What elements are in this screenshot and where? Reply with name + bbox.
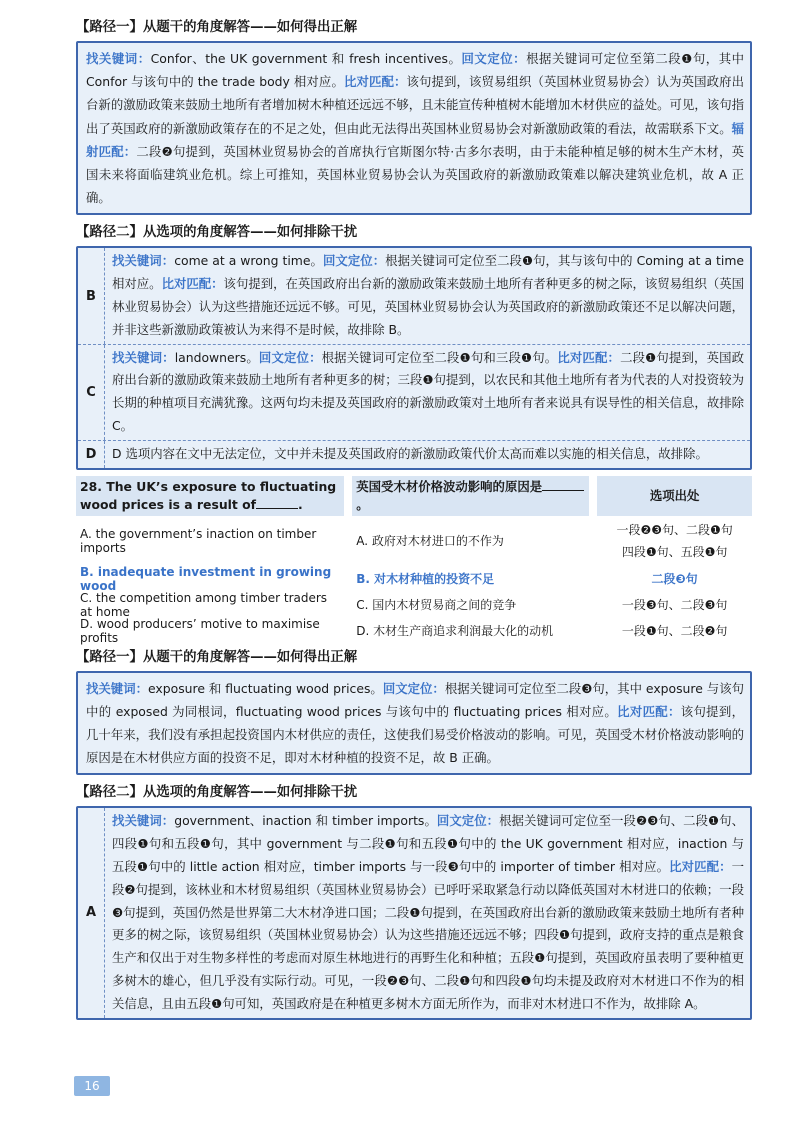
radiate-label: 辐射匹配： [86, 120, 744, 159]
stem-cn-text: 英国受木材价格波动影响的原因是 [356, 478, 543, 494]
keyword-label: 找关键词： [86, 680, 149, 696]
match-label: 比对匹配： [557, 349, 621, 365]
option-body: D 选项内容在文中无法定位，文中并未提及英国政府的新激励政策代价太高而难以实施的相关信息，故排除。 [112, 445, 708, 461]
match-text: 该句提到，在英国政府出台新的激励政策来鼓励土地所有者种更多的树之际，该贸易组织（英国林业贸易协会）认为这些措施还远远不够。可见，英国林业贸易协会认为英国政府的新激励政策还不足以解决问题，并非这些新激励政策被认为来得不是时候，故排除 B。 [112, 276, 745, 337]
locate-text: 根据关键词可定位至二段❸句，其中 exposure 与该句中的 exposed 为同根词，fluctuating wood prices 与该句中的 fluctuating prices 相对应。 [86, 680, 744, 719]
option-row-c [76, 592, 752, 618]
analysis-box-path1 [76, 41, 752, 215]
keyword-text: landowners。 [174, 349, 259, 365]
options-table [76, 246, 752, 469]
locate-label: 回文定位： [258, 349, 322, 365]
question-28-table [76, 476, 752, 644]
option-en: A. the government’s inaction on timber imports [80, 526, 317, 555]
locate-text: 根据关键词可定位至二段❶句，其与该句中的 Coming at a time 相对应。 [112, 253, 745, 292]
section-heading-path1: 【路径一】从题干的角度解答——如何得出正解 [76, 20, 358, 35]
keyword-label: 找关键词： [112, 813, 175, 829]
option-source: 一段❸句、二段❸句 [621, 597, 728, 612]
match-text: 该句提到，几十年来，我们没有承担起投资国内木材供应的责任，这使我们易受价格波动的影响。可见，英国受木材价格波动影响的原因是在木材供应方面的投资不足，即对木材种植的投资不足，故 B 正确。 [86, 703, 745, 766]
option-cn: D. 木材生产商追求利润最大化的动机 [356, 624, 554, 639]
question-stem-cn [352, 476, 589, 516]
keyword-text: come at a wrong time。 [174, 253, 323, 269]
locate-label: 回文定位： [436, 813, 500, 829]
match-label: 比对匹配： [343, 74, 407, 90]
locate-text: 根据关键词可定位至第二段❶句，其中 Confor 与该句中的 the trade body 相对应。 [86, 51, 745, 90]
option-body [105, 345, 750, 440]
option-en: B. inadequate investment in growing wood [80, 564, 332, 593]
question-stem-row [76, 476, 752, 516]
question-stem-en [76, 476, 344, 516]
answer-blank [542, 478, 584, 491]
option-cn: C. 国内木材贸易商之间的竞争 [356, 598, 517, 613]
option-row-b [78, 248, 750, 344]
locate-label: 回文定位： [322, 253, 386, 269]
option-cn: B. 对木材种植的投资不足 [356, 572, 495, 587]
option-source: 二段❸句 [651, 571, 698, 586]
option-source: 一段❶句、二段❷句 [621, 623, 728, 638]
option-letter: B [78, 248, 105, 343]
section-heading-path2: 【路径二】从选项的角度解答——如何排除干扰 [76, 225, 358, 241]
source-line: 一段❷❸句、二段❶句 [616, 522, 733, 537]
keyword-text: exposure 和 fluctuating wood prices。 [148, 680, 383, 696]
match-label: 比对匹配： [669, 859, 732, 874]
keyword-text: government、inaction 和 timber imports。 [174, 813, 437, 829]
source-column-header: 选项出处 [597, 476, 752, 516]
option-letter: D [78, 441, 105, 468]
section-heading-path2-q28: 【路径二】从选项的角度解答——如何排除干扰 [76, 785, 358, 801]
keyword-label: 找关键词： [86, 51, 151, 66]
section-heading-path1-q28: 【路径一】从题干的角度解答——如何得出正解 [76, 649, 358, 665]
option-letter: C [78, 345, 105, 440]
radiate-text: 二段❷句提到，英国林业贸易协会的首席执行官斯图尔特·古多尔表明，由于未能种植足够的树木生产木材，英国未来将面临建筑业危机。综上可推知，英国林业贸易协会认为英国政府的新激励政策难以解决建筑业危机，故 A 正确。 [86, 143, 745, 206]
stem-cn-end: 。 [356, 496, 369, 512]
keyword-label: 找关键词： [112, 349, 175, 365]
locate-label: 回文定位： [461, 51, 527, 66]
page-content [76, 18, 752, 1020]
option-row-d [76, 618, 752, 644]
match-text: 二段❶句提到，英国政府出台新的激励政策来鼓励土地所有者种更多的树；三段❶句提到，以农民和其他土地所有者为代表的人对投资较为长期的种植项目充满犹豫。这两句均未提及英国政府的新激励政策对土地所有者来说具有误导性的相关信息，故排除 C。 [112, 349, 745, 433]
option-row-b [76, 566, 752, 592]
stem-en-text: 28. The UK’s exposure to fluctuating wood prices is a result of [80, 478, 337, 512]
analysis-box-q28-path1 [76, 671, 752, 776]
locate-text: 根据关键词可定位至一段❷❸句、二段❶句、四段❶句和五段❶句，其中 government 与二段❶句和五段❶句中的 the UK government 相对应，inaction 与五段❶句中的 little action 相对应，timber imports 与一段❸句中的 importer of timber 相对应。 [112, 813, 745, 874]
option-row-a [76, 516, 752, 566]
option-row-c [78, 345, 750, 441]
option-row-d [78, 441, 750, 468]
locate-label: 回文定位： [382, 680, 445, 696]
match-label: 比对匹配： [161, 276, 224, 292]
keyword-text: Confor、the UK government 和 fresh incentives。 [150, 51, 462, 66]
match-label: 比对匹配： [617, 703, 681, 719]
locate-text: 根据关键词可定位至二段❶句和三段❶句。 [321, 349, 558, 365]
answer-blank [256, 496, 298, 509]
option-letter: A [78, 808, 105, 1017]
match-text: 一段❷句提到，该林业和木材贸易组织（英国林业贸易协会）已呼吁采取紧急行动以降低英国对木材进口的依赖；一段❸句提到，英国仍然是世界第二大木材净进口国；二段❶句提到，在英国政府出台新的激励政策来鼓励土地所有者种更多的树之际，该贸易组织（英国林业贸易协会）认为这些措施还远远不够；四段❶句提到，政府支持的重点是粮食生产和仅出于对生物多样性的考虑而对原生林地进行的再野生化和种植；五段❶句提到，英国政府虽表明了要种植更多树木的雄心，但几乎没有实际行动。可见，一段❷❸句、二段❶句和四段❶句均未提及政府对木材进口不作为的相关信息，且由五段❶句可知，英国政府是在种植更多树木方面无所作为，而非对木材进口不作为，故排除 A。 [112, 859, 744, 1011]
option-body [105, 248, 750, 343]
page-number: 16 [74, 1076, 110, 1096]
options-table-q28 [76, 806, 752, 1019]
option-cn: A. 政府对木材进口的不作为 [356, 534, 504, 549]
option-row-a [78, 808, 750, 1017]
match-text: 该句提到，该贸易组织（英国林业贸易协会）认为英国政府出台新的激励政策来鼓励土地所有者增加树木种植还远远不够，且未能宣传种植树木能增加木材供应的益处。可见，该句指出了英国政府的新激励政策存在的不足之处，但由此无法得出英国林业贸易协会对新激励政策的看法，故需联系下文。 [86, 74, 745, 136]
option-en: D. wood producers’ motive to maximise profits [80, 616, 320, 645]
option-body [105, 808, 750, 1017]
option-en: C. the competition among timber traders at home [80, 590, 328, 619]
keyword-label: 找关键词： [112, 253, 175, 269]
stem-en-end: . [298, 496, 303, 512]
source-line: 四段❶句、五段❶句 [621, 544, 728, 559]
option-source [597, 519, 752, 563]
